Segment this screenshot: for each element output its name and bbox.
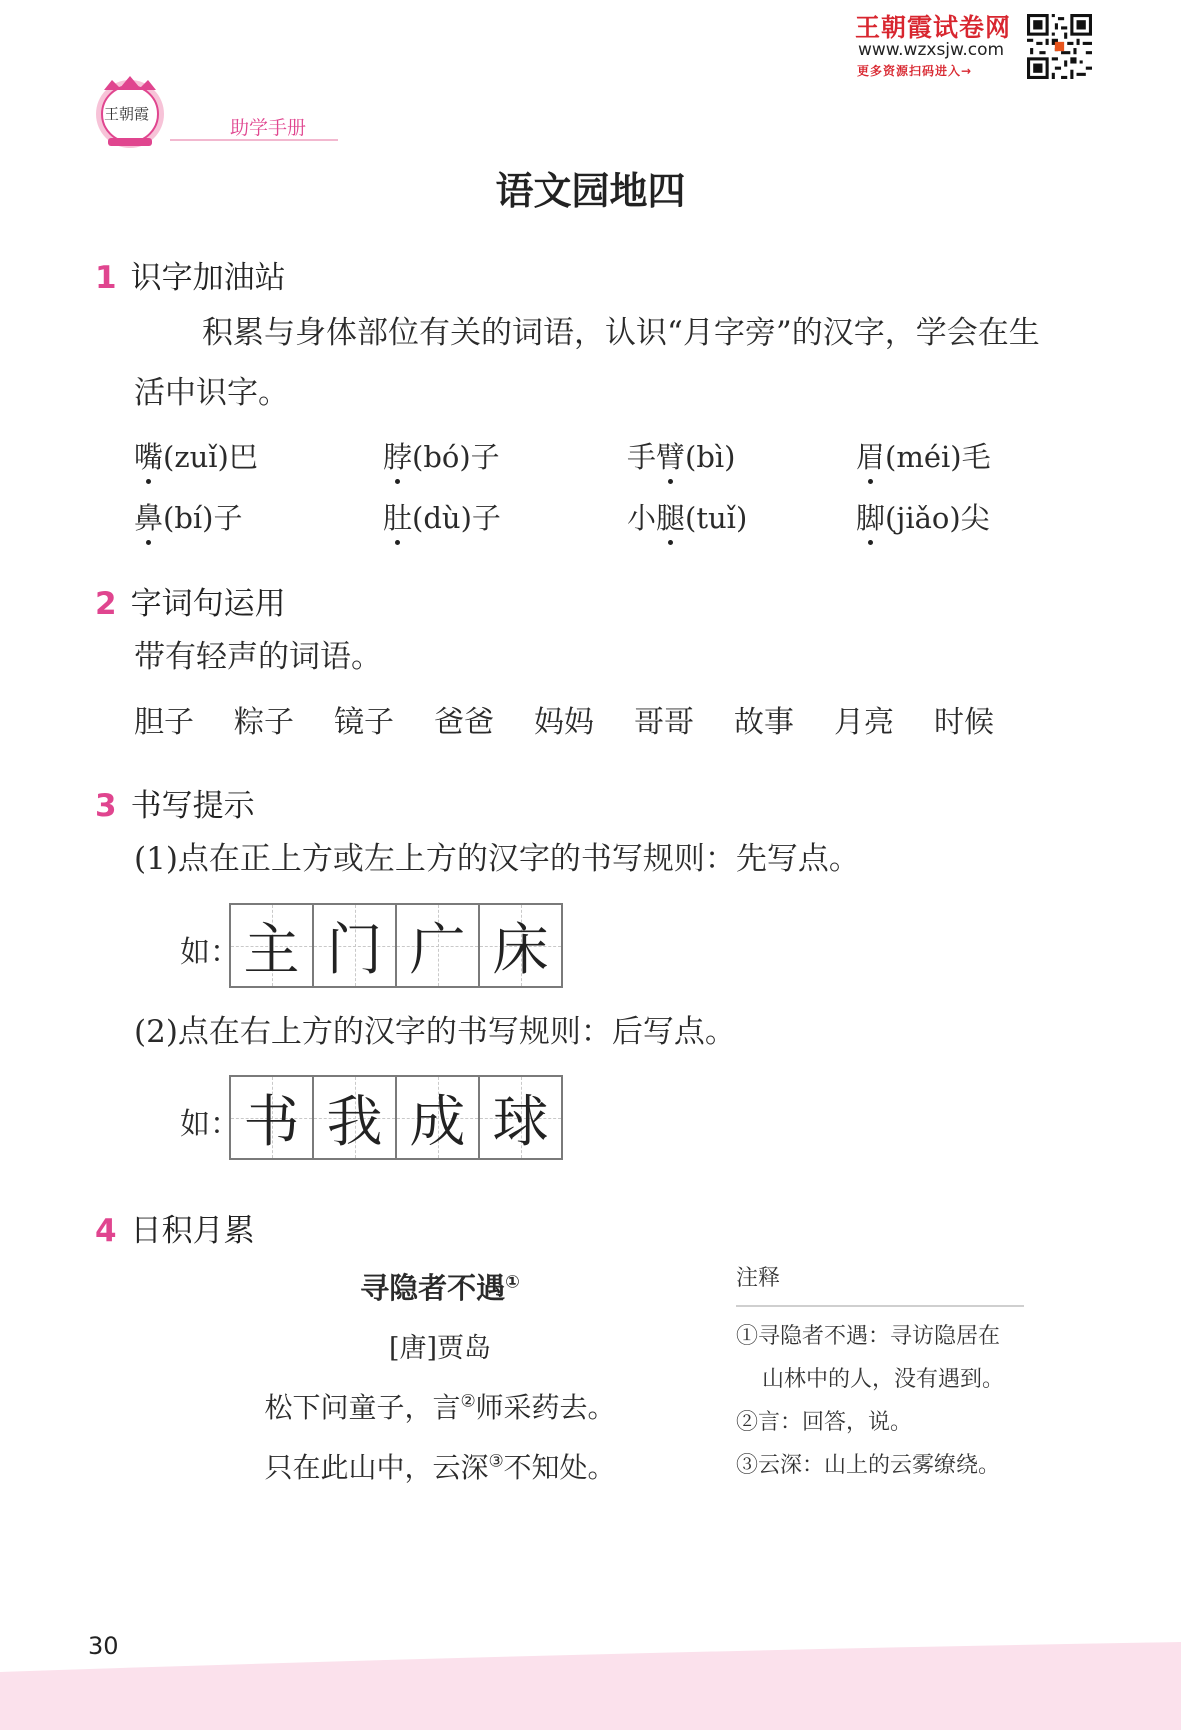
grid-cell: 我 bbox=[314, 1077, 397, 1158]
section-number: 1 bbox=[95, 260, 117, 296]
footer-band bbox=[0, 1642, 1181, 1730]
notes-heading: 注释 bbox=[736, 1266, 781, 1291]
qr-code-icon[interactable] bbox=[1027, 14, 1092, 79]
note-2: ②言：回答，说。 bbox=[736, 1410, 913, 1435]
note-3: ③云深：山上的云雾缭绕。 bbox=[736, 1453, 1001, 1478]
section-title: 字词句运用 bbox=[130, 586, 286, 622]
page-title: 语文园地四 bbox=[495, 169, 686, 213]
note-1: ①寻隐者不遇：寻访隐居在 bbox=[736, 1324, 1001, 1349]
neutral-tone-word-list bbox=[0, 697, 1181, 740]
word-item: 妈妈 bbox=[534, 705, 594, 740]
brand-tagline: 更多资源扫码进入→ bbox=[857, 64, 973, 78]
example-label: 如： bbox=[180, 935, 240, 970]
word-item: 胆子 bbox=[134, 705, 194, 740]
word-item: 鼻(bí)子 bbox=[134, 496, 242, 537]
section-4-heading bbox=[95, 1205, 255, 1250]
brand-name[interactable]: 王朝霞试卷网 bbox=[855, 13, 1012, 42]
word-item: 镜子 bbox=[334, 705, 394, 740]
example-label: 如： bbox=[180, 1107, 240, 1142]
word-item: 时候 bbox=[934, 705, 994, 740]
word-item: 月亮 bbox=[834, 705, 894, 740]
grid-cell: 成 bbox=[397, 1077, 480, 1158]
word-item: 哥哥 bbox=[634, 705, 694, 740]
page-number: 30 bbox=[88, 1632, 119, 1660]
notes-divider bbox=[736, 1305, 1024, 1307]
section-1-heading bbox=[95, 252, 286, 297]
section-title: 识字加油站 bbox=[130, 260, 286, 296]
poem-line-1: 松下问童子，言②师采药去。 bbox=[264, 1390, 616, 1424]
writing-rule-1: (1)点在正上方或左上方的汉字的书写规则：先写点。 bbox=[134, 841, 860, 877]
word-item: 爸爸 bbox=[434, 705, 494, 740]
logo-text: 王朝霞 bbox=[104, 105, 150, 123]
grid-cell: 主 bbox=[231, 905, 314, 986]
section-number: 3 bbox=[95, 788, 117, 824]
section-number: 4 bbox=[95, 1213, 117, 1249]
section-label: 助学手册 bbox=[230, 117, 307, 139]
character-grid-2 bbox=[229, 1075, 563, 1160]
word-item: 手臂(bì) bbox=[627, 435, 736, 476]
section-3-heading bbox=[95, 780, 255, 825]
grid-cell: 床 bbox=[480, 905, 561, 986]
section-title: 书写提示 bbox=[130, 788, 255, 824]
intro-line-1: 积累与身体部位有关的词语，认识“月字旁”的汉字，学会在生 bbox=[202, 315, 1040, 351]
section-2-heading bbox=[95, 578, 286, 623]
section-2-intro: 带有轻声的词语。 bbox=[134, 639, 382, 675]
word-item: 眉(méi)毛 bbox=[856, 435, 991, 476]
intro-line-2: 活中识字。 bbox=[134, 375, 289, 411]
word-item: 小腿(tuǐ) bbox=[627, 496, 747, 537]
word-item: 嘴(zuǐ)巴 bbox=[134, 435, 258, 476]
grid-cell: 书 bbox=[231, 1077, 314, 1158]
character-grid-1 bbox=[229, 903, 563, 988]
grid-cell: 球 bbox=[480, 1077, 561, 1158]
section-number: 2 bbox=[95, 586, 117, 622]
note-1-continued: 山林中的人，没有遇到。 bbox=[762, 1367, 1005, 1392]
poem-line-2: 只在此山中，云深③不知处。 bbox=[264, 1450, 616, 1484]
writing-rule-2: (2)点在右上方的汉字的书写规则：后写点。 bbox=[134, 1014, 736, 1050]
brand-url[interactable]: www.wzxsjw.com bbox=[858, 40, 1005, 60]
word-item: 脖(bó)子 bbox=[383, 435, 500, 476]
grid-cell: 门 bbox=[314, 905, 397, 986]
word-item: 故事 bbox=[734, 705, 794, 740]
grid-cell: 广 bbox=[397, 905, 480, 986]
section-title: 日积月累 bbox=[130, 1213, 255, 1249]
word-item: 肚(dù)子 bbox=[383, 496, 501, 537]
word-item: 脚(jiǎo)尖 bbox=[856, 496, 990, 537]
poem-title: 寻隐者不遇① bbox=[360, 1271, 520, 1305]
poem-author: [唐]贾岛 bbox=[388, 1333, 492, 1364]
word-item: 粽子 bbox=[234, 705, 294, 740]
